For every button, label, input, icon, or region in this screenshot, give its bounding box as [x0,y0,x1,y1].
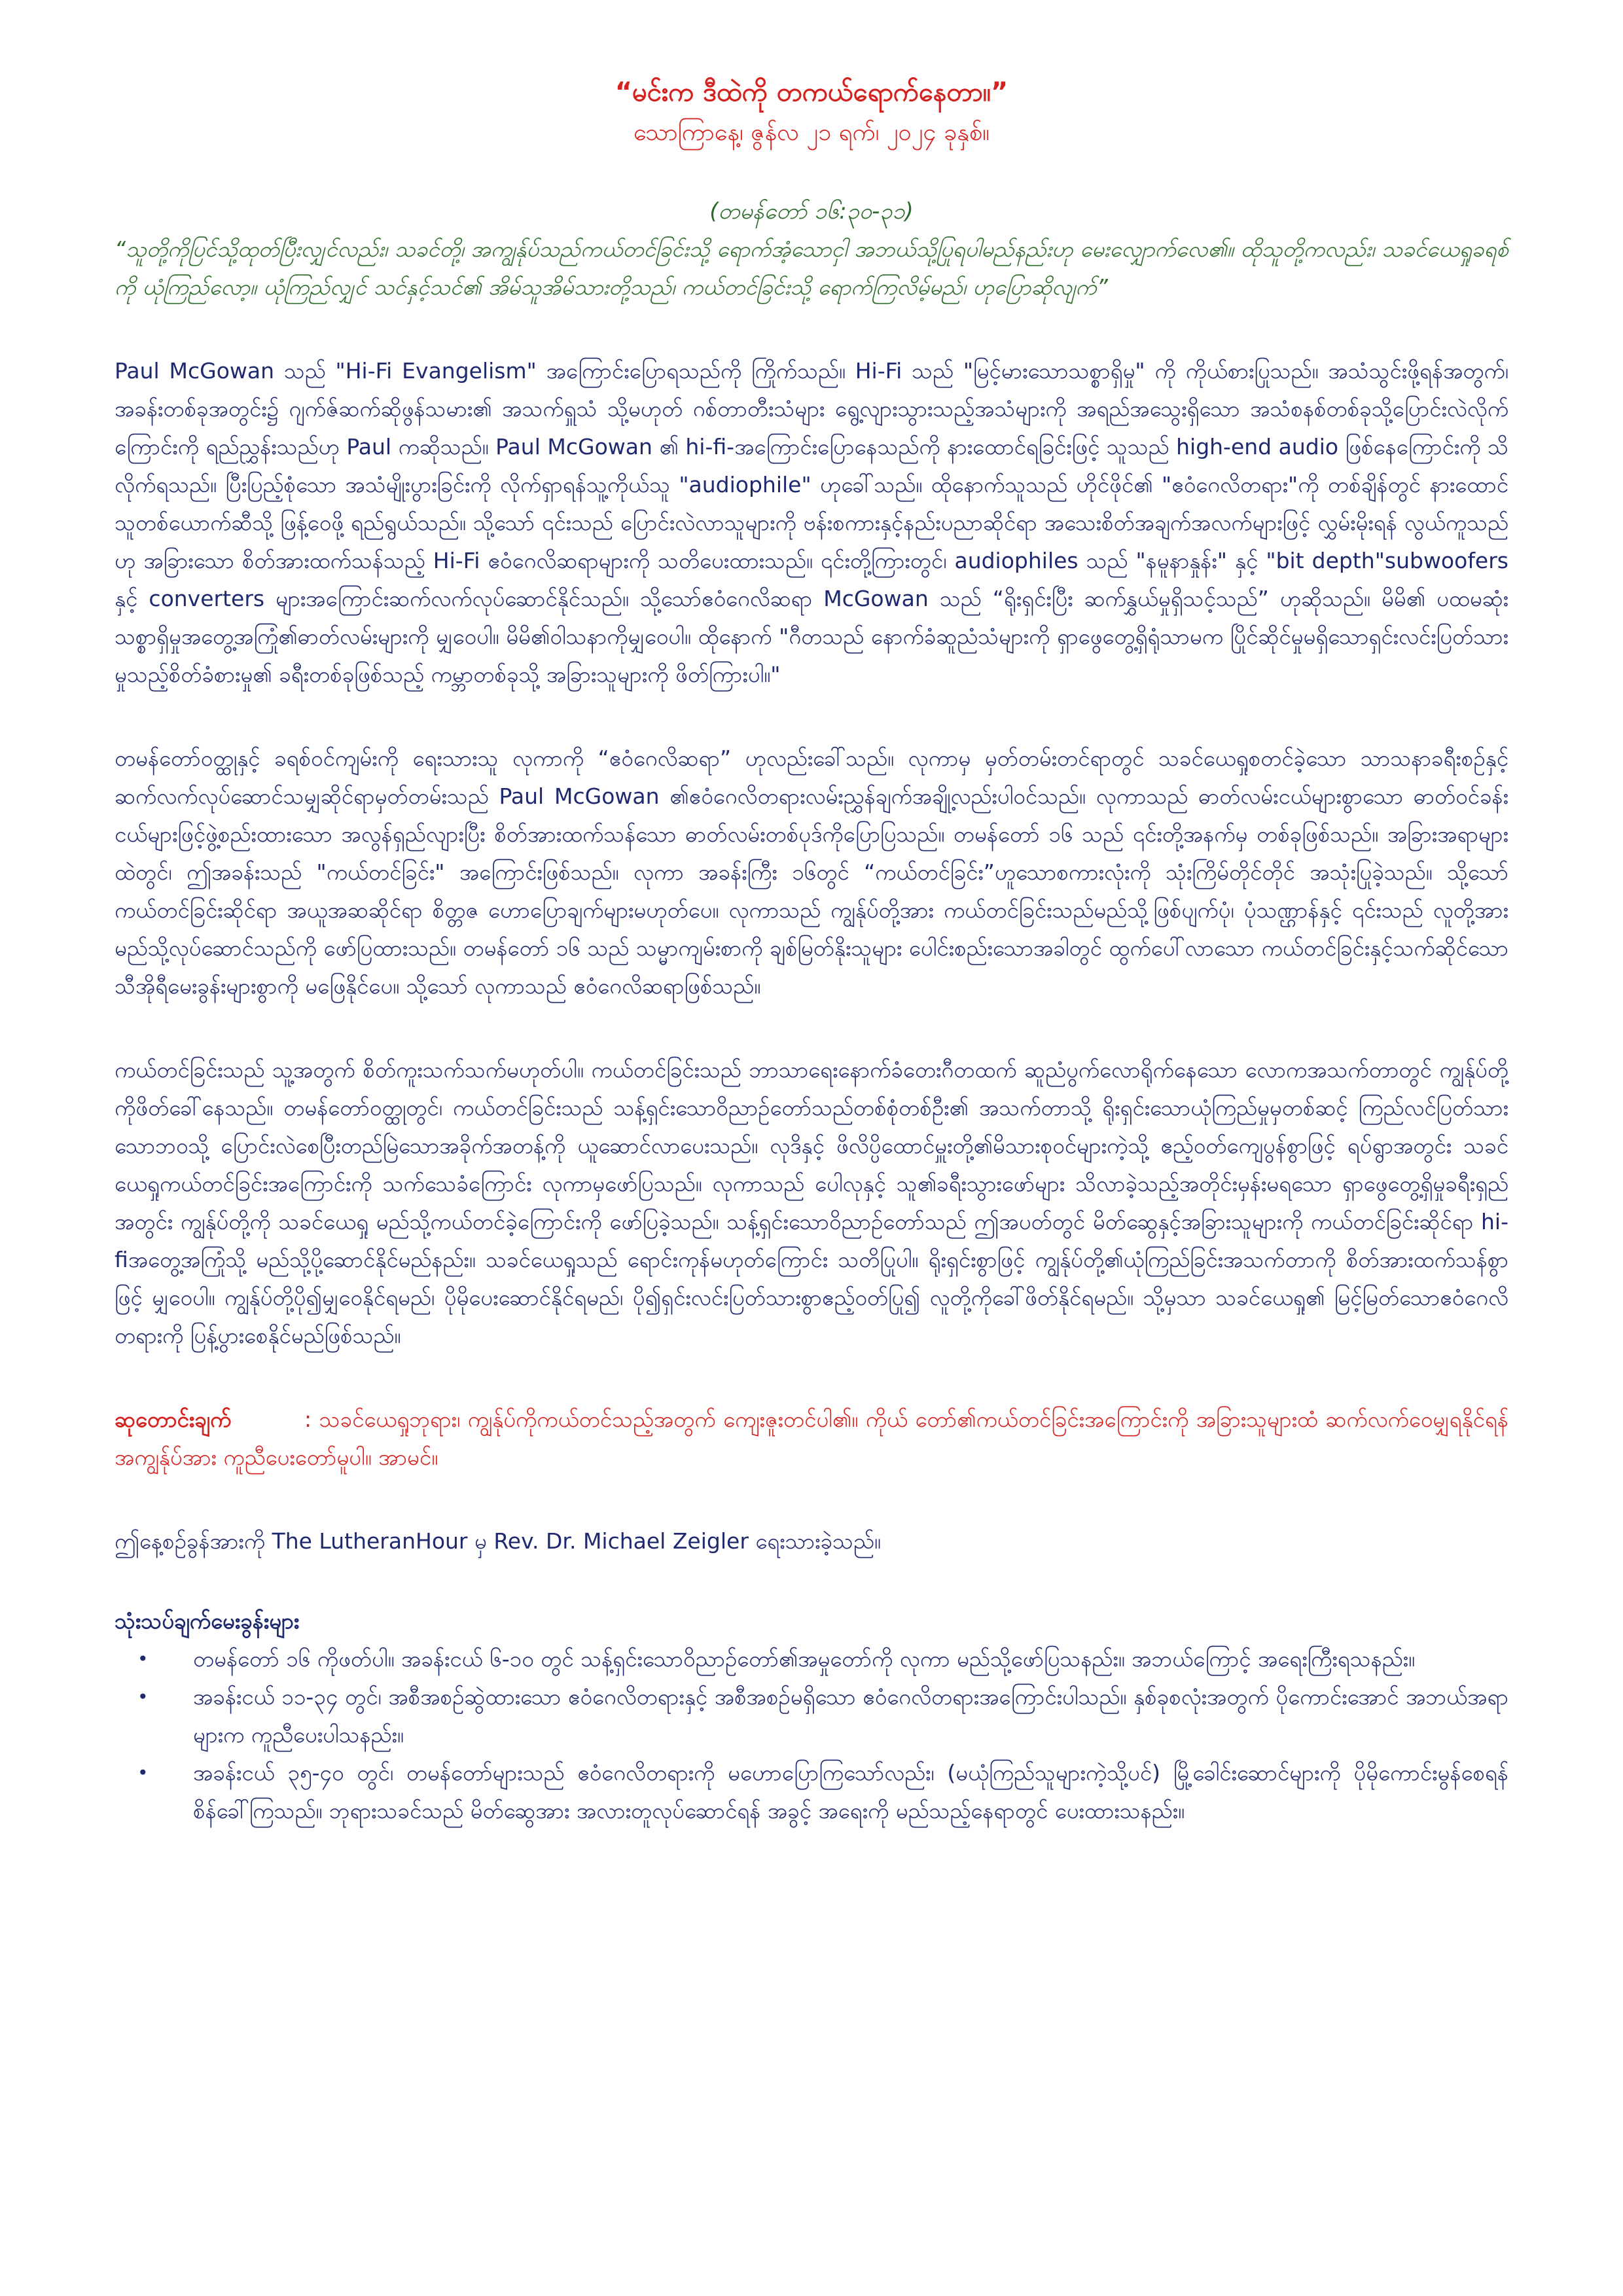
question-text: အခန်းငယ် ၁၁-၃၄ တွင်၊ အစီအစဉ်ဆွဲထားသော ဧဝံဂေလိတရားနှင့် အစီအစဉ်မရှိသော ဧဝံဂေလိတရားအကြောင်းပါသည်။ နှစ်ခုစလုံးအတွက် ပိုကောင်းအောင် အဘယ်အရာများက ကူညီပေးပါသနည်း။ [193,1684,1508,1748]
body-paragraph-3: ကယ်တင်ခြင်းသည် သူ့အတွက် စိတ်ကူးသက်သက်မဟုတ်ပါ။ ကယ်တင်ခြင်းသည် ဘာသာရေးနောက်ခံတေးဂီတထက် ဆူညံပွက်လောရိုက်နေသော လောကအသက်တာတွင် ကျွန်ုပ်တို့ကိုဖိတ်ခေါ်နေသည်။ တမန်တော်ဝတ္ထုတွင်၊ ကယ်တင်ခြင်းသည် သန့်ရှင်းသောဝိညာဉ်တော်သည်တစ်စုံတစ်ဦး၏ အသက်တာသို့ ရိုးရှင်းသောယုံကြည်မှုမှတစ်ဆင့် ကြည်လင်ပြတ်သားသောဘဝသို့ ပြောင်းလဲစေပြီးတည်မြဲသောအခိုက်အတန့်ကို ယူဆောင်လာပေးသည်။ လုဒိနှင့် ဖိလိပ္ပိထောင်မှူးတို့၏မိသားစုဝင်များကဲ့သို့ ဧည့်ဝတ်ကျေပွန်စွာဖြင့် ရပ်ရွာအတွင်း သခင်ယေရှုကယ်တင်ခြင်းအကြောင်းကို သက်သေခံကြောင်း လုကာမှဖော်ပြသည်။ လုကာသည် ပေါလုနှင့် သူ၏ခရီးသွားဖော်များ သိလာခဲ့သည့်အတိုင်းမှန်းမရသော ရှာဖွေတွေ့ရှိမှုခရီးရှည်အတွင်း ကျွန်ုပ်တို့ကို သခင်ယေရှု မည်သို့ကယ်တင်ခဲ့ကြောင်းကို ဖော်ပြခဲ့သည်။ သန့်ရှင်းသောဝိညာဉ်တော်သည် ဤအပတ်တွင် မိတ်ဆွေနှင့်အခြားသူများကို ကယ်တင်ခြင်းဆိုင်ရာ hi-fiအတွေ့အကြုံသို့ မည်သို့ပို့ဆောင်နိုင်မည်နည်း။ သခင်ယေရှုသည် ရောင်းကုန်မဟုတ်ကြောင်း သတိပြုပါ။ ရိုးရှင်းစွာဖြင့် ကျွန်ုပ်တို့၏ယုံကြည်ခြင်းအသက်တာကို စိတ်အားထက်သန်စွာဖြင့် မျှဝေပါ။ ကျွန်ုပ်တို့ပို၍မျှဝေနိုင်ရမည်၊ ပိုမိုပေးဆောင်နိုင်ရမည်၊ ပို၍ရှင်းလင်းပြတ်သားစွာဧည့်ဝတ်ပြု၍ လူတို့ကိုခေါ်ဖိတ်နိုင်ရမည်။ သို့မှသာ သခင်ယေရှု၏ မြင့်မြတ်သောဧဝံဂေလိတရားကို ပြန့်ပွားစေနိုင်မည်ဖြစ်သည်။ [115,1057,1508,1348]
questions-list [115,1640,1508,1830]
list-item [115,1640,1508,1678]
prayer-text: : သခင်ယေရှုဘုရား၊ ကျွန်ုပ်ကိုကယ်တင်သည့်အတွက် ကျေးဇူးတင်ပါ၏။ ကိုယ် တော်၏ကယ်တင်ခြင်းအကြောင်းကို အခြားသူများထံ ဆက်လက်ဝေမျှရနိုင်ရန် အကျွန်ုပ်အား ကူညီပေးတော်မူပါ။ အာမင်။ [115,1407,1508,1470]
question-text: အခန်းငယ် ၃၅-၄၀ တွင်၊ တမန်တော်များသည် ဧဝံဂေလိတရားကို မဟောပြောကြသော်လည်း၊ (မယုံကြည်သူများကဲ့သို့ပင်) မြို့ခေါင်းဆောင်များကို ပိုမိုကောင်းမွန်စေရန် စိန်ခေါ်ကြသည်။ ဘုရားသခင်သည် မိတ်ဆွေအား အလားတူလုပ်ဆောင်ရန် အခွင့် အရေးကို မည်သည့်နေရာတွင် ပေးထားသနည်း။ [193,1760,1508,1823]
scripture-reference: (တမန်တော် ၁၆:၃၀-၃၁) [709,198,914,224]
question-text: တမန်တော် ၁၆ ကိုဖတ်ပါ။ အခန်းငယ် ၆-၁၀ တွင် သန့်ရှင်းသောဝိညာဉ်တော်၏အမှုတော်ကို လုကာ မည်သို့ဖော်ပြသနည်း။ အဘယ်ကြောင့် အရေးကြီးရသနည်း။ [193,1646,1415,1672]
prayer [115,1401,1508,1477]
list-item [115,1678,1508,1754]
bullet-icon: • [137,1648,149,1670]
devotion-title: “မင်းက ဒီထဲကို တကယ်ရောက်နေတာ။” [615,77,1008,107]
body-paragraph-2: တမန်တော်ဝတ္ထုနှင့် ခရစ်ဝင်ကျမ်းကို ရေးသားသူ လုကာကို “ဧဝံဂေလိဆရာ” ဟုလည်းခေါ်သည်။ လုကာမှ မှတ်တမ်းတင်ရာတွင် သခင်ယေရှုစတင်ခဲ့သော သာသနာခရီးစဉ်နှင့် ဆက်လက်လုပ်ဆောင်သမျှဆိုင်ရာမှတ်တမ်းသည် Paul McGowan ၏ဧဝံဂေလိတရားလမ်းညွှန်ချက်အချို့လည်းပါဝင်သည်။ လုကာသည် ဓာတ်လမ်းငယ်များစွာသော ဓာတ်ဝင်ခန်းငယ်များဖြင့်ဖွဲ့စည်းထားသော အလွန်ရှည်လျားပြီး စိတ်အားထက်သန်သော ဓာတ်လမ်းတစ်ပုဒ်ကိုပြောပြသည်။ တမန်တော် ၁၆ သည် ၎င်းတို့အနက်မှ တစ်ခုဖြစ်သည်။ အခြားအရာများထဲတွင်၊ ဤအခန်းသည် "ကယ်တင်ခြင်း" အကြောင်းဖြစ်သည်။ လုကာ အခန်းကြီး ၁၆တွင် “ကယ်တင်ခြင်း”ဟူသောစကားလုံးကို သုံးကြိမ်တိုင်တိုင် အသုံးပြုခဲ့သည်။ သို့သော် ကယ်တင်ခြင်းဆိုင်ရာ အယူအဆဆိုင်ရာ စိတ္တဇ ဟောပြောချက်များမဟုတ်ပေ။ လုကာသည် ကျွန်ုပ်တို့အား ကယ်တင်ခြင်းသည်မည်သို့ဖြစ်ပျက်ပုံ၊ ပုံသဏ္ဌာန်နှင့် ၎င်းသည် လူတို့အား မည်သို့လုပ်ဆောင်သည်ကို ဖော်ပြထားသည်။ တမန်တော် ၁၆ သည် သမ္မာကျမ်းစာကို ချစ်မြတ်နိုးသူများ ပေါင်းစည်းသောအခါတွင် ထွက်ပေါ်လာသော ကယ်တင်ခြင်းနှင့်သက်ဆိုင်သော သီအိုရီမေးခွန်းများစွာကို မဖြေနိုင်ပေ။ သို့သော် လုကာသည် ဧဝံဂေလိဆရာဖြစ်သည်။ [115,745,1508,999]
devotion-date: သောကြာနေ့၊ ဇွန်လ ၂၁ ရက်၊ ၂၀၂၄ ခုနှစ်။ [633,119,990,146]
author-credit: ဤနေ့စဉ်ခွန်အားကို The LutheranHour မှ Rev. Dr. Michael Zeigler ရေးသားခဲ့သည်။ [115,1528,881,1554]
bullet-icon: • [137,1762,149,1784]
bullet-icon: • [137,1686,149,1708]
body-paragraph-1: Paul McGowan သည် "Hi-Fi Evangelism" အကြောင်းပြောရသည်ကို ကြိုက်သည်။ Hi-Fi သည် "မြင့်မားသောသစ္စာရှိမှု" ကို ကိုယ်စားပြုသည်။ အသံသွင်းဖို့ရန်အတွက်၊ အခန်းတစ်ခုအတွင်း၌ ဂျက်ဇ်ဆက်ဆိုဖွန်သမား၏ အသက်ရှူသံ သို့မဟုတ် ဂစ်တာတီးသံများ ရွေ့လျားသွားသည့်အသံများကို အရည်အသွေးရှိသော အသံစနစ်တစ်ခုသို့ပြောင်းလဲလိုက်ကြောင်းကို ရည်ညွှန်းသည်ဟု Paul ကဆိုသည်။ Paul McGowan ၏ hi-fi-အကြောင်းပြောနေသည်ကို နားထောင်ရခြင်းဖြင့် သူသည် high-end audio ဖြစ်နေကြောင်းကို သိလိုက်ရသည်။ ပြီးပြည့်စုံသော အသံမျိုးပွားခြင်းကို လိုက်ရှာရန်သူ့ကိုယ်သူ "audiophile" ဟုခေါ်သည်။ ထိုနောက်သူသည် ဟိုင်ဖိုင်၏ "ဧဝံဂေလိတရား"ကို တစ်ချိန်တွင် နားထောင်သူတစ်ယောက်ဆီသို့ ဖြန့်ဝေဖို့ ရည်ရွယ်သည်။ သို့သော် ၎င်းသည် ပြောင်းလဲလာသူများကို ဗန်းစကားနှင့်နည်းပညာဆိုင်ရာ အသေးစိတ်အချက်အလက်များဖြင့် လွှမ်းမိုးရန် လွယ်ကူသည်ဟု အခြားသော စိတ်အားထက်သန်သည့် Hi-Fi ဧဝံဂေလိဆရာများကို သတိပေးထားသည်။ ၎င်းတို့ကြားတွင်၊ audiophiles သည် "နမူနာနှုန်း" နှင့် "bit depth"subwoofers နှင့် converters များအကြောင်းဆက်လက်လုပ်ဆောင်နိုင်သည်။ သို့သော်ဧဝံဂေလိဆရာ McGowan သည် “ရိုးရှင်းပြီး ဆက်နွှယ်မှုရှိသင့်သည်” ဟုဆိုသည်။ မိမိ၏ ပထမဆုံးသစ္စာရှိမှုအတွေ့အကြုံ၏ဓာတ်လမ်းများကို မျှဝေပါ။ မိမိ၏ဝါသနာကိုမျှဝေပါ။ ထိုနောက် "ဂီတသည် နောက်ခံဆူညံသံများကို ရှာဖွေတွေ့ရှိရုံသာမက ပြိုင်ဆိုင်မှုမရှိသောရှင်းလင်းပြတ်သားမှုသည့်စိတ်ခံစားမှု၏ ခရီးတစ်ခုဖြစ်သည့် ကမ္ဘာတစ်ခုသို့ အခြားသူများကို ဖိတ်ကြားပါ။" [115,358,1508,687]
scripture-text: “သူတို့ကိုပြင်သို့ထုတ်ပြီးလျှင်လည်း၊ သခင်တို့၊ အကျွန်ုပ်သည်ကယ်တင်ခြင်းသို့ ရောက်အံ့သောငှါ အဘယ်သို့ပြုရပါမည်နည်းဟု မေးလျှောက်လေ၏။ ထိုသူတို့ကလည်း၊ သခင်ယေရှုခရစ်ကို ယုံကြည်လော့။ ယုံကြည်လျှင် သင်နှင့်သင်၏ အိမ်သူအိမ်သားတို့သည်၊ ကယ်တင်ခြင်းသို့ ရောက်ကြလိမ့်မည်၊ ဟုပြောဆိုလျက်” [115,236,1508,300]
questions-heading: သုံးသပ်ချက်မေးခွန်းများ [115,1608,300,1634]
prayer-label: ဆုတောင်းချက် [115,1407,232,1432]
list-item [115,1754,1508,1830]
